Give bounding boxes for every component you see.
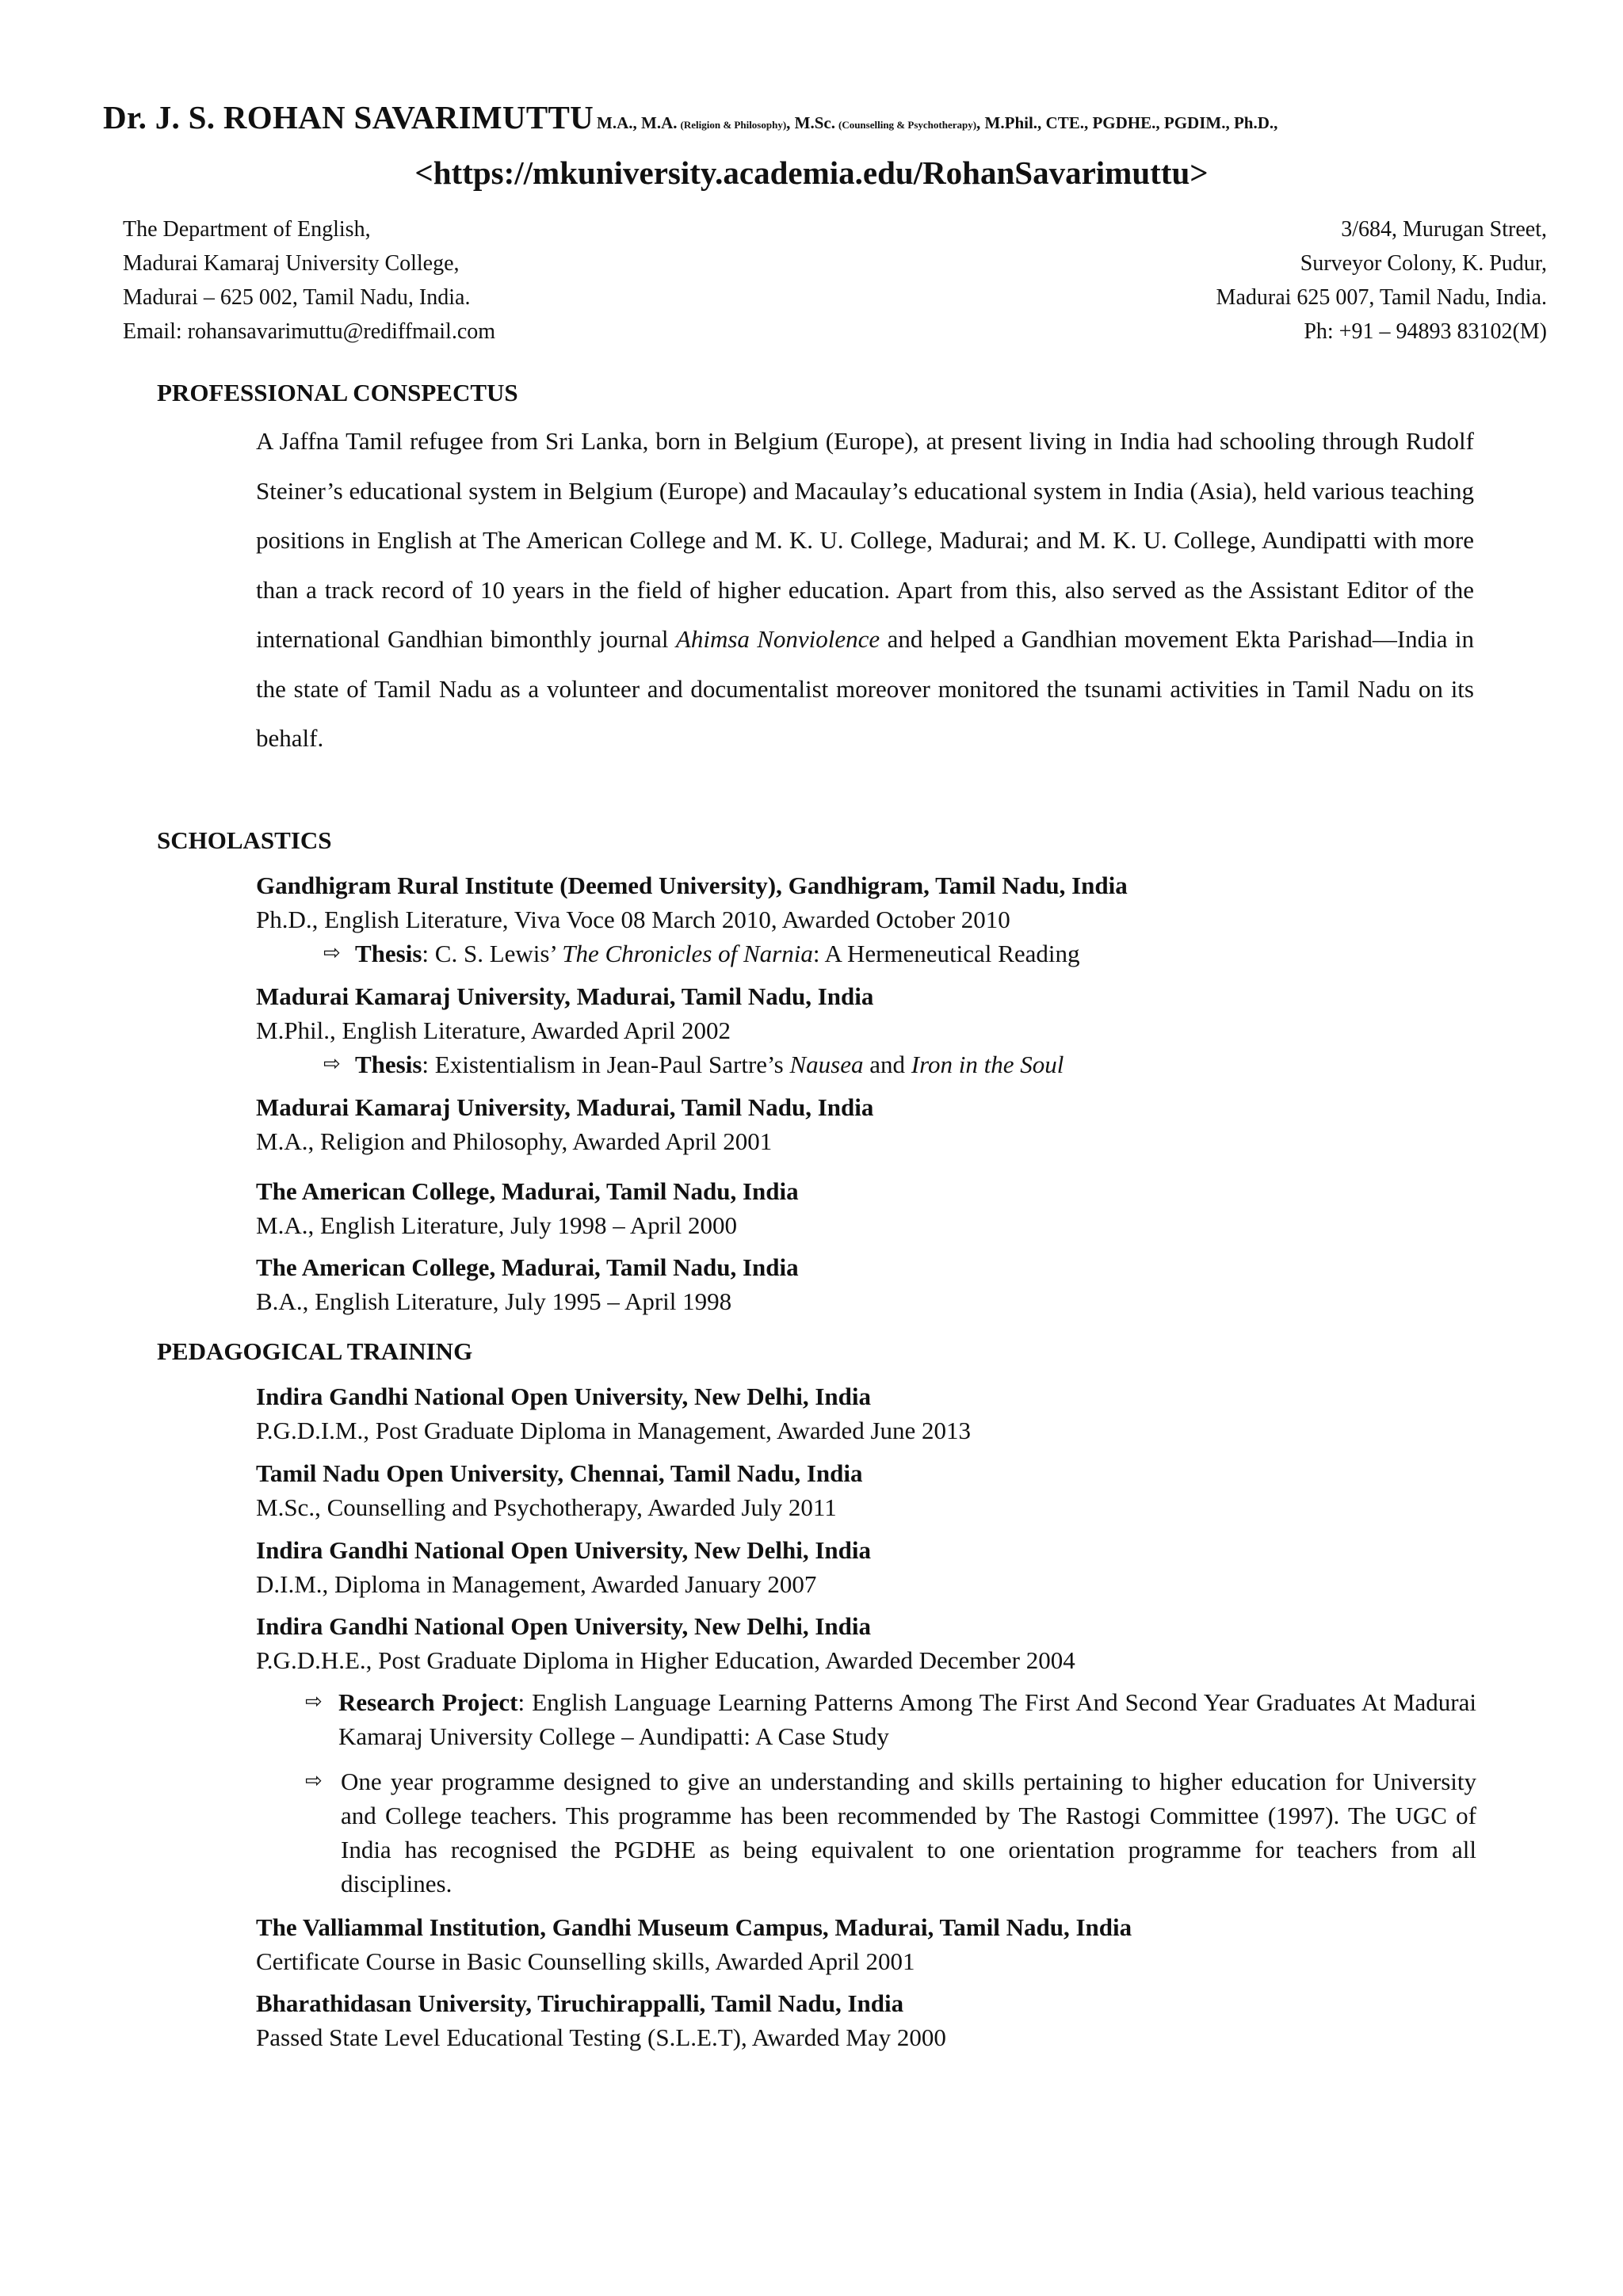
name-line [103, 98, 1561, 136]
degree-detail: M.Phil., English Literature, Awarded April 2002 [256, 1016, 731, 1044]
section-heading-scholastics: SCHOLASTICS [157, 826, 332, 854]
address-right [1216, 212, 1547, 349]
thesis-line [256, 1047, 1476, 1081]
research-text: : English Language Learning Patterns Among The First And Second Year Graduates At Madurai Kamaraj University College – Aundipatti: A Case Study [338, 1688, 1476, 1750]
institution: Indira Gandhi National Open University, New Delhi, India [256, 1383, 871, 1410]
institution: Indira Gandhi National Open University, New Delhi, India [256, 1612, 871, 1640]
institution: Indira Gandhi National Open University, New Delhi, India [256, 1536, 871, 1564]
degree-detail: M.A., English Literature, July 1998 – April 2000 [256, 1211, 738, 1239]
scholastic-entry [256, 979, 1476, 1081]
arrow-right-icon: ⇨ [323, 1052, 341, 1076]
conspectus-text: A Jaffna Tamil refugee from Sri Lanka, born in Belgium (Europe), at present living in India had schooling through Rudolf Steiner’s educational system in Belgium (Europe) and Macaulay’s educational system in India (Asia), held various teaching positions in English at The American College and M. K. U. College, Madurai; and M. K. U. College, Aundipatti with more than a track record of 10 years in the field of higher education. Apart from this, also served as the Assistant Editor of the international Gandhian bimonthly journal [256, 427, 1474, 653]
qualification-detail: M.Sc., Counselling and Psychotherapy, Awarded July 2011 [256, 1493, 837, 1521]
email[interactable]: Email: rohansavarimuttu@rediffmail.com [123, 319, 496, 344]
scholastic-entry [256, 1090, 1476, 1158]
scholastic-entry [256, 1250, 1476, 1318]
degree-detail: B.A., English Literature, July 1995 – April 1998 [256, 1287, 732, 1315]
address-right-line: Madurai 625 007, Tamil Nadu, India. [1216, 285, 1547, 310]
thesis-label: Thesis [355, 940, 422, 967]
degrees-2: , M.Sc. [786, 113, 835, 132]
thesis-text: : Existentialism in Jean-Paul Sartre’s [422, 1051, 790, 1078]
institution: Madurai Kamaraj University, Madurai, Tamil Nadu, India [256, 1093, 874, 1121]
institution: Bharathidasan University, Tiruchirappalli, Tamil Nadu, India [256, 1989, 904, 2017]
arrow-right-icon: ⇨ [305, 1769, 323, 1793]
address-left-line: Madurai – 625 002, Tamil Nadu, India. [123, 285, 471, 310]
degrees-1: M.A., M.A. [597, 113, 678, 132]
programme-text: One year programme designed to give an understanding and skills pertaining to higher education for University and College teachers. This programme has been recommended by The Rastogi Committee (1997). The UGC of India has recognised the PGDHE as being equivalent to one orientation programme for teachers from all disciplines. [341, 1768, 1476, 1897]
address-right-line: Surveyor Colony, K. Pudur, [1300, 251, 1547, 276]
institution: The American College, Madurai, Tamil Nadu, India [256, 1253, 799, 1281]
thesis-text: : C. S. Lewis’ [422, 940, 563, 967]
training-entry [256, 1456, 1476, 1524]
qualification-detail: Passed State Level Educational Testing (S.L.E.T), Awarded May 2000 [256, 2023, 946, 2051]
research-label: Research Project [338, 1688, 518, 1716]
institution: Tamil Nadu Open University, Chennai, Tamil Nadu, India [256, 1459, 863, 1487]
institution: The American College, Madurai, Tamil Nadu, India [256, 1177, 799, 1205]
address-left-line: The Department of English, [123, 217, 371, 242]
degrees-2-note: (Counselling & Psychotherapy) [838, 119, 977, 131]
address-left [123, 212, 495, 349]
arrow-right-icon: ⇨ [323, 941, 341, 965]
candidate-name: Dr. J. S. ROHAN SAVARIMUTTU [103, 99, 594, 135]
arrow-right-icon: ⇨ [305, 1690, 323, 1714]
section-heading-pedagogical: PEDAGOGICAL TRAINING [157, 1337, 473, 1365]
thesis-text: and [863, 1051, 911, 1078]
thesis-book-title: Iron in the Soul [911, 1051, 1064, 1078]
scholastic-entry [256, 1174, 1476, 1242]
training-entry [256, 1910, 1476, 1978]
conspectus-text: and helped a Gandhian movement Ekta Parishad—India in the state of Tamil Nadu as a volunteer and documentalist moreover monitored the tsunami activities in Tamil Nadu on its behalf. [256, 625, 1474, 752]
institution: Gandhigram Rural Institute (Deemed University), Gandhigram, Tamil Nadu, India [256, 871, 1128, 899]
qualification-detail: D.I.M., Diploma in Management, Awarded January 2007 [256, 1570, 817, 1598]
institution: The Valliammal Institution, Gandhi Museum Campus, Madurai, Tamil Nadu, India [256, 1913, 1132, 1941]
conspectus-paragraph [256, 417, 1474, 764]
thesis-text: : A Hermeneutical Reading [812, 940, 1080, 967]
scholastic-entry [256, 868, 1476, 971]
institution: Madurai Kamaraj University, Madurai, Tamil Nadu, India [256, 982, 874, 1010]
degree-detail: Ph.D., English Literature, Viva Voce 08 March 2010, Awarded October 2010 [256, 906, 1010, 933]
training-entry [256, 1533, 1476, 1601]
address-left-line: Madurai Kamaraj University College, [123, 251, 460, 276]
programme-bullet [305, 1764, 1476, 1901]
thesis-book-title: Nausea [789, 1051, 864, 1078]
phone: Ph: +91 – 94893 83102(M) [1304, 319, 1547, 344]
qualification-detail: P.G.D.H.E., Post Graduate Diploma in Higher Education, Awarded December 2004 [256, 1646, 1075, 1674]
qualification-detail: Certificate Course in Basic Counselling skills, Awarded April 2001 [256, 1947, 915, 1975]
training-entry [256, 1379, 1476, 1447]
section-heading-conspectus: PROFESSIONAL CONSPECTUS [157, 379, 518, 406]
training-entry [256, 1609, 1476, 1677]
degree-detail: M.A., Religion and Philosophy, Awarded April 2001 [256, 1127, 773, 1155]
journal-title: Ahimsa Nonviolence [675, 625, 880, 653]
thesis-line [256, 936, 1476, 971]
degrees-1-note: (Religion & Philosophy) [680, 119, 787, 131]
address-right-line: 3/684, Murugan Street, [1341, 217, 1547, 242]
thesis-book-title: The Chronicles of Narnia [562, 940, 813, 967]
training-entry [256, 1986, 1476, 2054]
research-project-bullet [305, 1685, 1476, 1753]
qualification-detail: P.G.D.I.M., Post Graduate Diploma in Management, Awarded June 2013 [256, 1417, 972, 1444]
degrees-3: , M.Phil., CTE., PGDHE., PGDIM., Ph.D., [976, 113, 1278, 132]
academia-url[interactable]: <https://mkuniversity.academia.edu/RohanSavarimuttu> [414, 154, 1209, 191]
thesis-label: Thesis [355, 1051, 422, 1078]
